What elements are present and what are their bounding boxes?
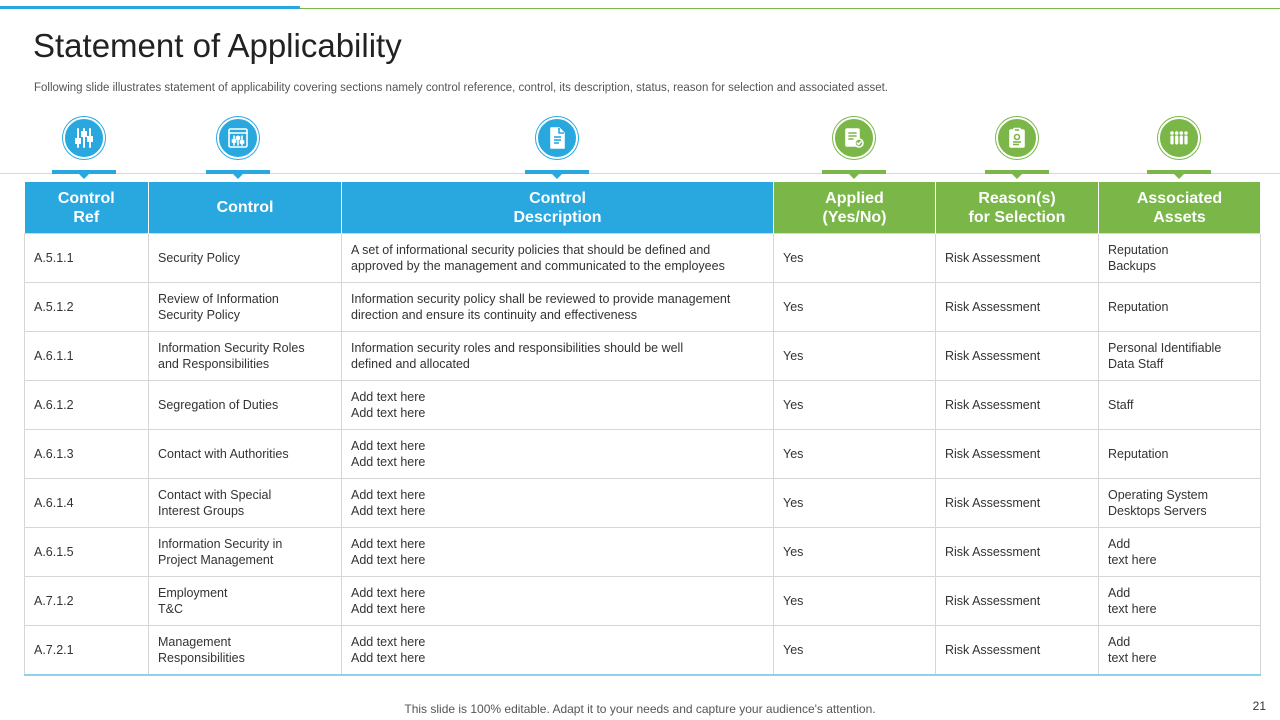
top-accent-line-green [300,8,1280,9]
cell-control-description: Add text here Add text here [342,528,774,577]
column-icon-control [206,117,270,177]
cell-assets: Add text here [1099,577,1261,626]
header-applied: Applied (Yes/No) [774,182,936,234]
cell-control: Information Security Roles and Responsibilities [149,332,342,381]
control-panel-icon [217,117,259,159]
table-row [25,528,1261,577]
table-row [25,283,1261,332]
cell-control-description: Add text here Add text here [342,626,774,676]
document-icon [536,117,578,159]
table-header-row [25,182,1261,234]
cell-assets: Operating System Desktops Servers [1099,479,1261,528]
cell-control-ref: A.7.1.2 [25,577,149,626]
cell-control-ref: A.5.1.1 [25,234,149,283]
cell-control-ref: A.5.1.2 [25,283,149,332]
cell-reason: Risk Assessment [936,479,1099,528]
header-associated-assets: Associated Assets [1099,182,1261,234]
cell-control: Management Responsibilities [149,626,342,676]
statement-of-applicability-table [24,182,1261,676]
cell-control: Employment T&C [149,577,342,626]
cell-control-ref: A.6.1.5 [25,528,149,577]
cell-control-description: Information security roles and responsibilities should be well defined and allocated [342,332,774,381]
cell-assets: Add text here [1099,626,1261,676]
page-number: 21 [1252,699,1266,713]
people-group-icon [1158,117,1200,159]
page-title: Statement of Applicability [33,27,402,64]
cell-applied: Yes [774,528,936,577]
table-row [25,577,1261,626]
cell-applied: Yes [774,626,936,676]
cell-reason: Risk Assessment [936,381,1099,430]
cell-applied: Yes [774,332,936,381]
table-row [25,381,1261,430]
cell-reason: Risk Assessment [936,283,1099,332]
table-row [25,234,1261,283]
column-icon-control-description [525,117,589,177]
cell-assets: Reputation Backups [1099,234,1261,283]
page-subtitle: Following slide illustrates statement of applicability covering sections namely control reference, control, its description, status, reason for selection and associated asset. [34,82,888,94]
cell-assets: Personal Identifiable Data Staff [1099,332,1261,381]
footer-note: This slide is 100% editable. Adapt it to your needs and capture your audience's attention. [404,702,876,716]
header-control: Control [149,182,342,234]
cell-reason: Risk Assessment [936,577,1099,626]
cell-control: Review of Information Security Policy [149,283,342,332]
cell-applied: Yes [774,283,936,332]
cell-applied: Yes [774,430,936,479]
table-row [25,332,1261,381]
cell-control: Contact with Special Interest Groups [149,479,342,528]
header-divider [0,173,1280,174]
cell-reason: Risk Assessment [936,430,1099,479]
column-icon-associated-assets [1147,117,1211,177]
cell-control-ref: A.6.1.2 [25,381,149,430]
cell-control: Security Policy [149,234,342,283]
column-icon-reasons [985,117,1049,177]
cell-control-ref: A.7.2.1 [25,626,149,676]
cell-reason: Risk Assessment [936,528,1099,577]
top-accent-bar-blue [0,6,300,9]
cell-reason: Risk Assessment [936,332,1099,381]
cell-control-description: A set of informational security policies that should be defined and approved by the management and communicated to the employees [342,234,774,283]
cell-applied: Yes [774,577,936,626]
clipboard-icon [996,117,1038,159]
cell-control-ref: A.6.1.1 [25,332,149,381]
cell-control-ref: A.6.1.4 [25,479,149,528]
table-row [25,626,1261,676]
table-row [25,430,1261,479]
header-reasons-for-selection: Reason(s) for Selection [936,182,1099,234]
cell-reason: Risk Assessment [936,626,1099,676]
cell-control-description: Information security policy shall be reviewed to provide management direction and ensure its continuity and effectiveness [342,283,774,332]
table-row [25,479,1261,528]
cell-control-description: Add text here Add text here [342,577,774,626]
cell-control-description: Add text here Add text here [342,430,774,479]
cell-applied: Yes [774,381,936,430]
checklist-icon [833,117,875,159]
header-control-ref: Control Ref [25,182,149,234]
cell-applied: Yes [774,479,936,528]
cell-control-description: Add text here Add text here [342,381,774,430]
cell-control: Contact with Authorities [149,430,342,479]
cell-control: Segregation of Duties [149,381,342,430]
cell-control: Information Security in Project Management [149,528,342,577]
cell-assets: Add text here [1099,528,1261,577]
column-icon-control-ref [52,117,116,177]
cell-assets: Reputation [1099,283,1261,332]
cell-assets: Staff [1099,381,1261,430]
cell-assets: Reputation [1099,430,1261,479]
cell-reason: Risk Assessment [936,234,1099,283]
cell-control-ref: A.6.1.3 [25,430,149,479]
column-icon-applied [822,117,886,177]
sliders-icon [63,117,105,159]
cell-applied: Yes [774,234,936,283]
header-control-description: Control Description [342,182,774,234]
cell-control-description: Add text here Add text here [342,479,774,528]
